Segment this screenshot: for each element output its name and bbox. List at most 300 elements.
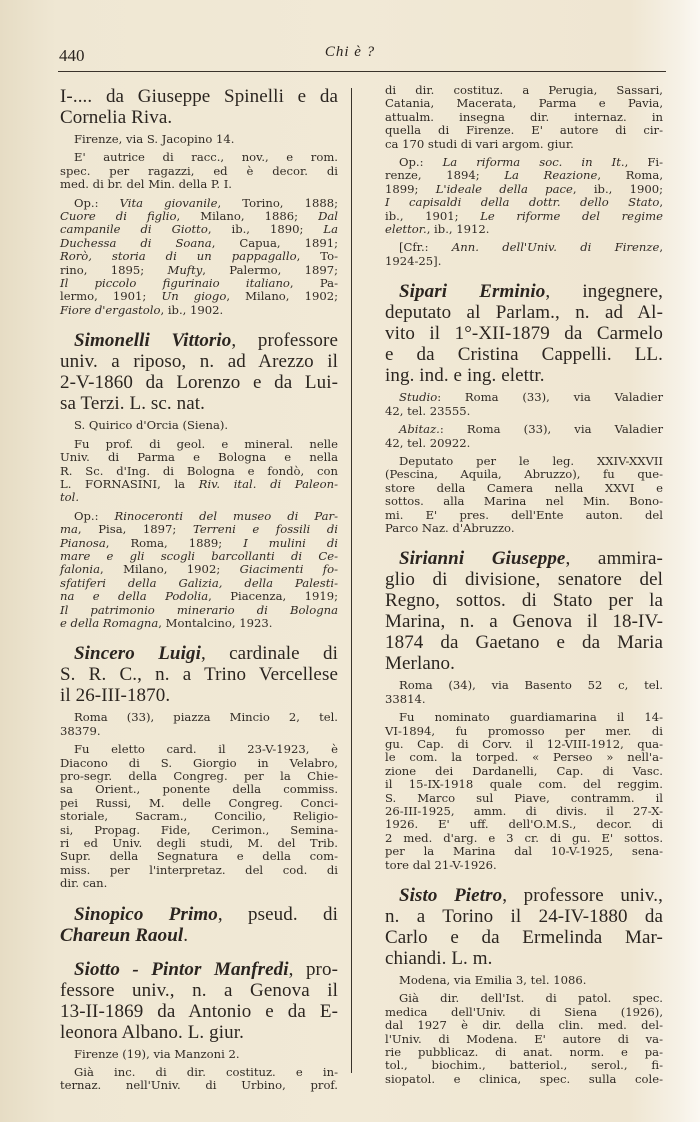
italic-title: elettor. xyxy=(385,222,427,237)
text-line xyxy=(60,165,338,178)
text-segment: ib., 1901; xyxy=(385,208,481,223)
italic-title: L'ideale della pace xyxy=(435,181,573,196)
text-segment: S. R. C., n. a Trino Vercellese xyxy=(60,664,338,686)
text-segment: med. di br. del Min. della P. I. xyxy=(60,177,232,192)
text-line xyxy=(60,1048,338,1061)
italic-title: Vita giovanile xyxy=(119,195,218,210)
text-segment: E' autrice di racc., nov., e rom. xyxy=(74,150,338,165)
text-line xyxy=(385,778,663,791)
text-segment: : Roma (33), via Valadier xyxy=(437,390,663,405)
entry-name: Sirianni Giuseppe xyxy=(399,548,566,570)
text-segment: pei Russi, M. delle Congreg. Conci- xyxy=(60,795,338,810)
text-segment: sa Orient., ponente della commiss. xyxy=(60,782,338,797)
text-segment: I-.... da Giuseppe Spinelli e da xyxy=(60,86,338,107)
text-line xyxy=(385,611,663,632)
text-line xyxy=(60,107,338,128)
text-line xyxy=(385,281,663,302)
entry-paragraph xyxy=(60,1048,338,1061)
text-line xyxy=(60,783,338,796)
text-segment: , ib., 1912. xyxy=(426,222,490,237)
text-line xyxy=(385,725,663,738)
text-line xyxy=(60,850,338,863)
italic-title: Fiore d'ergastolo xyxy=(60,302,161,317)
text-line xyxy=(385,738,663,751)
entry-heading xyxy=(385,281,663,386)
italic-title: mare e gli scogli barcollanti di Ce- xyxy=(60,548,338,563)
text-line xyxy=(385,992,663,1005)
text-line xyxy=(385,765,663,778)
text-segment: , Montalcino, 1923. xyxy=(158,615,273,630)
text-line xyxy=(385,711,663,724)
text-segment: 2-V-1860 da Lorenzo e da Lui- xyxy=(60,372,338,394)
text-segment: 1926. E' uff. dell'O.M.S., decor. di xyxy=(385,817,663,832)
text-segment: R. Sc. d'Ing. di Bologna e fondò, con xyxy=(60,463,338,478)
text-segment: di dir. costituz. a Perugia, Sassari, xyxy=(385,83,663,97)
entry-heading xyxy=(385,548,663,674)
text-segment: dal 1927 è dir. della clin. med. del- xyxy=(385,1018,663,1033)
text-segment: S. Quirico d'Orcia (Siena). xyxy=(74,418,229,433)
text-line xyxy=(60,904,338,925)
text-line xyxy=(385,792,663,805)
text-line xyxy=(385,653,663,674)
text-line xyxy=(385,210,663,223)
entry-name: Sinopico Primo xyxy=(74,903,218,925)
text-segment: ca 170 studi di vari argom. giur. xyxy=(385,136,574,151)
text-line xyxy=(385,344,663,365)
italic-title: ma xyxy=(60,522,78,537)
italic-title: Duchessa di Soana xyxy=(60,235,212,250)
italic-title: La Reazione xyxy=(504,168,598,183)
entry-heading xyxy=(60,330,338,414)
text-segment: Già dir. dell'Ist. di patol. spec. xyxy=(399,991,663,1006)
text-line xyxy=(385,169,663,182)
italic-title: tol. xyxy=(60,490,80,505)
text-line xyxy=(60,925,338,946)
entry-paragraph xyxy=(385,423,663,450)
italic-title: Riv. ital. di Paleon- xyxy=(198,476,338,491)
entry-paragraph xyxy=(385,992,663,1086)
header-rule xyxy=(58,71,666,72)
text-line xyxy=(385,818,663,831)
text-segment: , Milano, 1886; xyxy=(176,209,319,224)
text-line xyxy=(60,86,338,107)
text-line xyxy=(60,1066,338,1079)
text-line xyxy=(60,372,338,393)
text-segment: e da Cristina Cappelli. LL. xyxy=(385,344,663,366)
text-segment: Fu prof. di geol. e mineral. nelle xyxy=(74,436,338,451)
text-line xyxy=(60,577,338,590)
text-line xyxy=(385,751,663,764)
text-line xyxy=(385,124,663,137)
text-line xyxy=(385,97,663,110)
text-segment: Diacono di S. Giorgio in Velabro, xyxy=(60,755,338,770)
italic-title: Il patrimonio minerario di Bologna xyxy=(60,602,338,617)
entry-paragraph xyxy=(60,419,338,432)
entry-name: Sisto Pietro xyxy=(399,885,503,907)
entry-paragraph xyxy=(60,510,338,631)
italic-title: Ann. dell'Univ. di Firenze xyxy=(451,240,660,255)
left-column xyxy=(60,86,338,1093)
text-segment: , ammira- xyxy=(565,548,663,570)
text-segment: spec. per ragazzi, ed è decor. di xyxy=(60,163,338,178)
text-line xyxy=(60,1001,338,1022)
text-segment: , Milano, 1902; xyxy=(99,562,240,577)
text-segment: , cardinale di xyxy=(200,643,338,665)
text-segment: 26-III-1925, amm. di divis. il 27-X- xyxy=(385,804,663,818)
italic-title: Mufty xyxy=(167,262,203,277)
text-line xyxy=(60,643,338,664)
text-segment: chiandi. L. m. xyxy=(385,948,493,970)
italic-title: Rinoceronti del museo di Par- xyxy=(114,508,338,523)
text-line xyxy=(60,604,338,617)
text-segment: , Pisa, 1897; xyxy=(77,522,193,537)
text-segment: sottos. alla Marina nel Min. Bono- xyxy=(385,494,663,509)
text-segment: si, Propag. Fide, Cerimon., Semina- xyxy=(60,822,338,837)
text-line xyxy=(385,1073,663,1086)
text-line xyxy=(385,548,663,569)
text-line xyxy=(385,455,663,468)
text-line xyxy=(60,210,338,223)
text-segment: Parco Naz. d'Abruzzo. xyxy=(385,520,515,535)
text-line xyxy=(385,183,663,196)
text-segment: zione dei Dardanelli, Cap. di Vasc. xyxy=(385,763,663,778)
text-segment: n. a Torino il 24-IV-1880 da xyxy=(385,906,663,928)
text-segment: store della Camera nella XXVI e xyxy=(385,480,663,495)
text-line xyxy=(60,537,338,550)
column-divider xyxy=(351,88,352,1073)
text-segment: , professore xyxy=(231,330,338,352)
italic-title: sfatiferi della Galizia, della Palesti- xyxy=(60,575,338,590)
text-line xyxy=(385,632,663,653)
text-line xyxy=(385,845,663,858)
entry-paragraph xyxy=(60,133,338,146)
text-line xyxy=(60,550,338,563)
text-segment: ternaz. nell'Univ. di Urbino, prof. xyxy=(60,1078,338,1093)
text-line xyxy=(60,864,338,877)
entry-name: Siotto - Pintor Manfredi xyxy=(74,958,289,980)
text-line xyxy=(385,509,663,522)
text-line xyxy=(60,393,338,414)
text-line xyxy=(60,617,338,630)
text-line xyxy=(385,522,663,535)
text-segment: fessore univ., n. a Genova il xyxy=(60,979,338,1001)
entry-paragraph xyxy=(385,679,663,706)
text-line xyxy=(385,241,663,254)
text-segment: lermo, 1901; xyxy=(60,289,162,304)
text-line xyxy=(60,590,338,603)
text-line xyxy=(60,237,338,250)
italic-title: La xyxy=(323,222,338,237)
text-segment: , To- xyxy=(296,249,338,264)
text-segment: tore dal 21-V-1926. xyxy=(385,857,497,872)
text-segment: , xyxy=(659,240,663,255)
text-line xyxy=(385,906,663,927)
text-segment: Catania, Macerata, Parma e Pavia, xyxy=(385,96,663,111)
text-segment: il 26-III-1870. xyxy=(60,685,171,707)
italic-title: e della Romagna xyxy=(60,615,159,630)
text-line xyxy=(60,563,338,576)
text-segment: dir. can. xyxy=(60,876,108,891)
entry-name: Sipari Erminio xyxy=(399,281,546,303)
text-line xyxy=(385,1006,663,1019)
text-segment: 13-II-1869 da Antonio e da E- xyxy=(60,1000,338,1022)
text-line xyxy=(385,156,663,169)
text-line xyxy=(385,111,663,124)
text-segment: , xyxy=(659,195,663,210)
text-segment: , Torino, 1888; xyxy=(217,195,338,210)
text-segment: Merlano. xyxy=(385,653,455,675)
text-segment: , Palermo, 1897; xyxy=(202,262,338,277)
text-segment: ing. ind. e ing. elettr. xyxy=(385,365,545,387)
text-segment: rie pubblicaz. di anat. norm. e pa- xyxy=(385,1045,663,1060)
text-segment: Op.: xyxy=(399,155,443,170)
text-line xyxy=(385,859,663,872)
text-line xyxy=(385,391,663,404)
italic-title: Il piccolo figurinaio italiano xyxy=(60,276,290,291)
text-line xyxy=(385,1019,663,1032)
text-line xyxy=(385,679,663,692)
entry-paragraph xyxy=(385,711,663,872)
text-line xyxy=(60,743,338,756)
text-segment: , ib., 1900; xyxy=(572,181,663,196)
text-line xyxy=(385,974,663,987)
text-line xyxy=(60,465,338,478)
text-segment: VI-1894, fu promosso per mer. di xyxy=(385,723,663,738)
text-segment: , Roma, xyxy=(597,168,664,183)
italic-title: campanile di Giotto xyxy=(60,222,208,237)
text-line xyxy=(60,133,338,146)
text-segment: leonora Albano. L. giur. xyxy=(60,1021,244,1043)
text-segment: glio di divisione, senatore del xyxy=(385,569,663,591)
text-segment: , Pa- xyxy=(289,276,338,291)
text-segment: , Piacenza, 1919; xyxy=(208,589,338,604)
text-line xyxy=(60,290,338,303)
text-segment: , ingegnere, xyxy=(545,281,663,303)
italic-title: La riforma soc. in It. xyxy=(442,155,625,170)
entry-name: Simonelli Vittorio xyxy=(74,330,232,352)
text-segment: mi. E' pres. dell'Ente auton. del xyxy=(385,507,663,522)
text-line xyxy=(60,351,338,372)
text-line xyxy=(60,451,338,464)
text-segment: Fu nominato guardiamarina il 14- xyxy=(399,710,663,725)
text-segment: , Fi- xyxy=(624,155,663,170)
text-segment: deputato al Parlam., n. ad Al- xyxy=(385,302,663,324)
text-segment: 42, tel. 23555. xyxy=(385,403,471,418)
page-number: 440 xyxy=(59,46,85,65)
text-segment: le com. la torped. « Perseo » nell'a- xyxy=(385,750,663,765)
text-segment: . xyxy=(183,924,189,946)
text-segment: L. FORNASINI, la xyxy=(60,476,199,491)
text-segment: vito il 1°-XII-1879 da Carmelo xyxy=(385,323,663,345)
text-segment: Già inc. di dir. costituz. e in- xyxy=(74,1065,338,1080)
text-segment: Firenze (19), via Manzoni 2. xyxy=(74,1046,240,1061)
text-segment: 42, tel. 20922. xyxy=(385,435,471,450)
text-segment: , Roma, 1889; xyxy=(105,535,244,550)
entry-paragraph xyxy=(385,391,663,418)
text-segment: , professore univ., xyxy=(502,885,663,907)
text-segment: il 15-IX-1918 quale com. del reggim. xyxy=(385,777,663,792)
text-line xyxy=(60,330,338,351)
text-line xyxy=(60,491,338,504)
text-segment: S. Marco sul Piave, contramm. il xyxy=(385,790,663,805)
italic-title: Rorò, storia di un pappagallo xyxy=(60,249,297,264)
entry-heading xyxy=(60,959,338,1043)
text-segment: Fu eletto card. il 23-V-1923, è xyxy=(74,742,338,757)
text-line xyxy=(385,495,663,508)
text-line xyxy=(385,223,663,236)
text-line xyxy=(385,693,663,706)
text-segment: medica dell'Univ. di Siena (1926), xyxy=(385,1004,663,1019)
text-line xyxy=(385,590,663,611)
entry-paragraph xyxy=(60,743,338,890)
text-line xyxy=(60,824,338,837)
text-segment: Univ. di Parma e Bologna e nella xyxy=(60,450,338,465)
italic-title: na e della Podolia xyxy=(60,589,209,604)
entry-name: Sincero Luigi xyxy=(74,643,201,665)
text-line xyxy=(385,405,663,418)
text-line xyxy=(60,664,338,685)
entry-paragraph xyxy=(60,711,338,738)
text-segment: renze, 1894; xyxy=(385,168,505,183)
text-line xyxy=(60,797,338,810)
text-segment: siopatol. e clinica, spec. sulla cole- xyxy=(385,1071,663,1086)
text-segment: Op.: xyxy=(74,508,115,523)
text-line xyxy=(385,302,663,323)
text-line xyxy=(60,197,338,210)
text-segment: 2 med. d'arg. e 3 cr. di gu. E' sottos. xyxy=(385,830,663,845)
text-segment: sa Terzi. L. sc. nat. xyxy=(60,393,205,415)
italic-title: Giacimenti fo- xyxy=(239,562,338,577)
text-segment: attualm. insegna dir. internaz. in xyxy=(385,109,663,124)
text-line xyxy=(60,478,338,491)
text-line xyxy=(60,250,338,263)
entry-heading xyxy=(60,643,338,706)
text-segment: Modena, via Emilia 3, tel. 1086. xyxy=(399,973,587,988)
text-segment: , pro- xyxy=(288,958,338,980)
text-segment: Op.: xyxy=(74,195,120,210)
italic-title: Cuore di figlio xyxy=(60,209,177,224)
text-segment: Roma (33), piazza Mincio 2, tel. xyxy=(74,710,338,725)
text-segment: 1924-25]. xyxy=(385,253,442,268)
text-line xyxy=(60,770,338,783)
entry-paragraph xyxy=(60,1066,338,1093)
italic-title: falonia xyxy=(60,562,100,577)
text-line xyxy=(385,84,663,97)
entry-heading xyxy=(385,885,663,969)
italic-title: I capisaldi della dottr. dello Stato xyxy=(385,195,660,210)
text-line xyxy=(385,323,663,344)
entry-name: Chareun Raoul xyxy=(60,924,184,946)
text-line xyxy=(60,510,338,523)
text-line xyxy=(60,959,338,980)
text-segment: Carlo e da Ermelinda Mar- xyxy=(385,927,663,949)
text-line xyxy=(60,1022,338,1043)
text-segment: 38379. xyxy=(60,723,101,738)
text-line xyxy=(385,1059,663,1072)
text-segment: [Cfr.: xyxy=(399,240,452,255)
text-segment: 1874 da Gaetano e da Maria xyxy=(385,632,663,654)
text-line xyxy=(60,523,338,536)
text-segment: Deputato per le leg. XXIV-XXVII xyxy=(399,453,663,468)
text-line xyxy=(385,196,663,209)
text-line xyxy=(60,837,338,850)
text-segment: Cornelia Riva. xyxy=(60,107,173,128)
text-line xyxy=(385,885,663,906)
italic-title: Studio xyxy=(399,390,438,405)
entry-paragraph xyxy=(385,241,663,268)
entry-heading xyxy=(60,86,338,128)
text-line xyxy=(60,980,338,1001)
entry-paragraph xyxy=(60,151,338,191)
text-line xyxy=(60,1079,338,1092)
entry-paragraph xyxy=(60,438,338,505)
text-segment: rino, 1895; xyxy=(60,262,168,277)
text-line xyxy=(60,438,338,451)
italic-title: Abitaz. xyxy=(399,422,440,437)
text-segment: , Capua, 1891; xyxy=(211,235,338,250)
text-segment: Supr. della Segnatura e della com- xyxy=(60,849,338,864)
italic-title: Un giogo xyxy=(161,289,227,304)
text-segment: pro-segr. della Congreg. per la Chie- xyxy=(60,769,338,783)
text-segment: 1899; xyxy=(385,181,436,196)
text-segment: 33814. xyxy=(385,691,426,706)
text-segment: : Roma (33), via Valadier xyxy=(439,422,663,437)
text-segment: Roma (34), via Basento 52 c, tel. xyxy=(399,678,663,693)
text-segment: , Milano, 1902; xyxy=(226,289,338,304)
text-segment: ri ed Univ. degli studi, M. del Trib. xyxy=(60,836,338,851)
text-line xyxy=(385,437,663,450)
text-line xyxy=(385,832,663,845)
text-line xyxy=(385,805,663,818)
running-title: Chi è ? xyxy=(324,44,376,60)
text-line xyxy=(60,151,338,164)
text-line xyxy=(60,264,338,277)
entry-paragraph xyxy=(385,974,663,987)
text-segment: quella di Firenze. E' autore di cir- xyxy=(385,123,663,138)
text-segment: storiale, Sacram., Concilio, Religio- xyxy=(60,809,338,824)
text-segment: miss. per l'interpretaz. del cod. di xyxy=(60,862,338,877)
text-line xyxy=(60,711,338,724)
text-segment: , pseud. di xyxy=(217,903,338,925)
text-line xyxy=(60,757,338,770)
text-segment: , ib., 1902. xyxy=(160,302,224,317)
text-segment: Firenze, via S. Jacopino 14. xyxy=(74,132,235,146)
text-line xyxy=(60,725,338,738)
text-line xyxy=(385,138,663,151)
entry-paragraph xyxy=(385,455,663,535)
text-segment: univ. a riposo, n. ad Arezzo il xyxy=(60,351,338,373)
text-segment: (Pescina, Aquila, Abruzzo), fu que- xyxy=(385,467,663,482)
text-line xyxy=(60,810,338,823)
text-line xyxy=(385,1033,663,1046)
text-segment: gu. Cap. di Corv. il 12-VIII-1912, qua- xyxy=(385,736,663,751)
entry-paragraph xyxy=(60,197,338,318)
italic-title: Dal xyxy=(318,209,338,224)
italic-title: Pianosa xyxy=(60,535,106,550)
text-line xyxy=(385,423,663,436)
text-line xyxy=(60,178,338,191)
right-column xyxy=(385,84,663,1086)
text-segment: tol., biochim., batteriol., serol., fi- xyxy=(385,1058,663,1073)
text-line xyxy=(385,482,663,495)
italic-title: Le riforme del regime xyxy=(480,208,663,223)
italic-title: I mulini di xyxy=(243,535,339,550)
entry-paragraph xyxy=(385,156,663,236)
italic-title: Terreni e fossili di xyxy=(192,522,338,537)
text-segment: , ib., 1890; xyxy=(207,222,324,237)
text-line xyxy=(60,223,338,236)
text-segment: per la Marina dal 10-V-1925, sena- xyxy=(385,844,663,859)
